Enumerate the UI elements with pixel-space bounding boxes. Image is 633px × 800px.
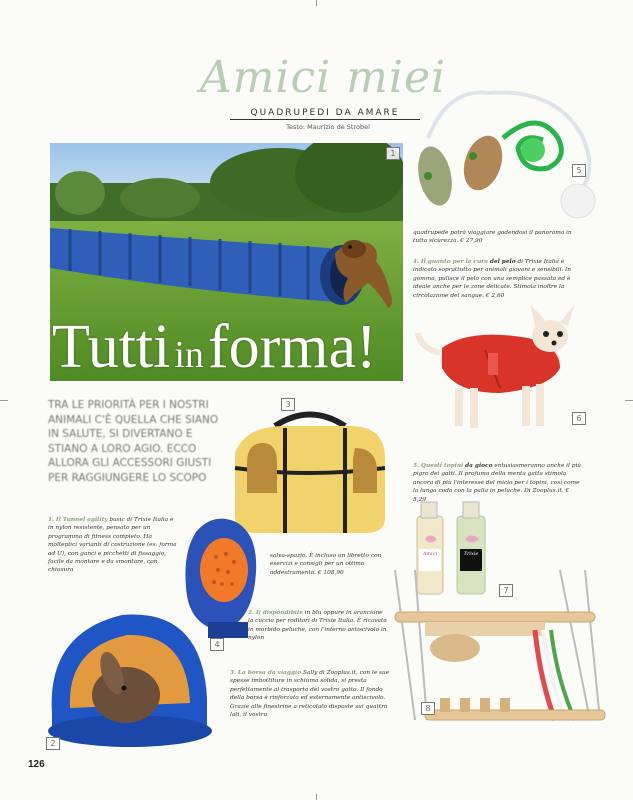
photo-number: 1 (386, 147, 400, 160)
product-2-text (248, 609, 388, 643)
page-number: 126 (28, 759, 45, 770)
product-5-text (413, 462, 583, 504)
rodent-bed-photo (42, 603, 212, 753)
dog-coat-photo (410, 298, 590, 438)
crop-mark-bottom (316, 794, 317, 800)
product-1-number: 1. (48, 517, 55, 523)
photo-number: 3 (281, 398, 295, 411)
cat-toy-illustration (408, 78, 613, 228)
product-2-body: in blu oppure in arancione la cuccia per roditori di Trixie Italia. È ricavata in morbido peluche, con l'interno antiscivolo in nylon (248, 610, 387, 642)
hero-title-part2: in (174, 334, 204, 376)
rodent-bed-illustration (42, 603, 212, 753)
chihuahua-coat-illustration (410, 298, 590, 438)
product-4-body: di Trixie Italia è indicato soprattutto per animali giovani e sensibili. In gomma, pulisce il pelo con una semplice passata ed è ideale anche per le zone delicate. Stimola inoltre la circolazione del sangue. € 2,60 (413, 259, 572, 299)
hero-title-part3: forma! (207, 313, 377, 381)
photo-number: 4 (210, 638, 224, 651)
photo-number: 2 (46, 737, 60, 750)
product-2-number: 2. (248, 610, 255, 616)
product-2-lead: Il dispondibile (255, 610, 303, 616)
hero-title (52, 312, 377, 383)
product-1-continued: salva-spazio. È incluso un libretto con esercizi e consigli per un ottimo addestramento. € 108,90 (270, 553, 382, 576)
product-1-lead: Il Tunnel agility (55, 517, 108, 523)
product-5-number: 5. (413, 463, 420, 469)
product-3-number: 3. (230, 670, 237, 676)
rodent-bridge-illustration (385, 570, 613, 752)
cat-toy-mice-photo (408, 78, 613, 228)
author-credit: Testo: Maurizio de Strobel (286, 123, 370, 131)
product-4-lead: Il guanto per la cura (420, 259, 488, 265)
photo-number: 5 (572, 164, 586, 177)
product-5-lead: Questi topini (420, 463, 464, 469)
rodent-bridge-photo (385, 570, 613, 752)
crop-mark-right (625, 400, 633, 401)
crop-mark-left (0, 400, 8, 401)
product-1-text (48, 516, 178, 575)
product-3-body: Sally di Zooplus.it, con le sue spesse imbottiture in schiuma solida, si presta perfettamente al trasporto del vostro gatto. Il fondo della borsa è rinforzato ed esternamente antiscivolo. Grazie alle finestrine a reticolato disposte sui quattro lati, il vostro (230, 670, 390, 719)
product-3-text (230, 669, 390, 719)
intro-text: TRA LE PRIORITÀ PER I NOSTRI ANIMALI C'È QUELLA CHE SIANO IN SALUTE, SI DIVERTANO E STIANO A LORO AGIO. ECCO ALLORA GLI ACCESSORI GIUSTI PER RAGGIUNGERE LO SCOPO (48, 399, 219, 484)
section-subtitle: QUADRUPEDI DA AMARE (230, 108, 420, 120)
crop-mark-top (316, 0, 317, 6)
product-4-mid: del pelo (489, 259, 516, 265)
spray-label-1: Amici (422, 551, 438, 557)
product-3-continued: quadrupede potrà viaggiare godendosi il panorama in tutta sicurezza. € 27,90 (413, 230, 572, 245)
section-title: Amici miei (199, 52, 447, 103)
product-4-number: 4. (413, 259, 420, 265)
spray-label-2: Trixie (463, 551, 479, 557)
photo-number: 7 (499, 584, 513, 597)
product-5-mid: da gioco (465, 463, 493, 469)
hero-title-part1: Tutti (52, 313, 171, 381)
product-3-lead: La borsa da viaggio (237, 670, 302, 676)
photo-number: 8 (421, 702, 435, 715)
product-4-text (413, 258, 583, 300)
product-5-body: entusiasmeranno anche il più pigro dei gatti. Il profumo della menta gatta stimola ancora di più l'interesse del micio per i topini, così come la lunga coda con la palla in peluche. Di Zooplus.it. € 5,29 (413, 463, 582, 503)
product-1-body: basic di Trixie Italia è in nylon resistente, pensato per un programma di fitness completo. Ha molteplici varianti di costruzione (es. forma ad U), con ganci e picchetti di fissaggio, facile da montare e da smontare, con chiusura (48, 517, 177, 574)
photo-number: 6 (572, 412, 586, 425)
